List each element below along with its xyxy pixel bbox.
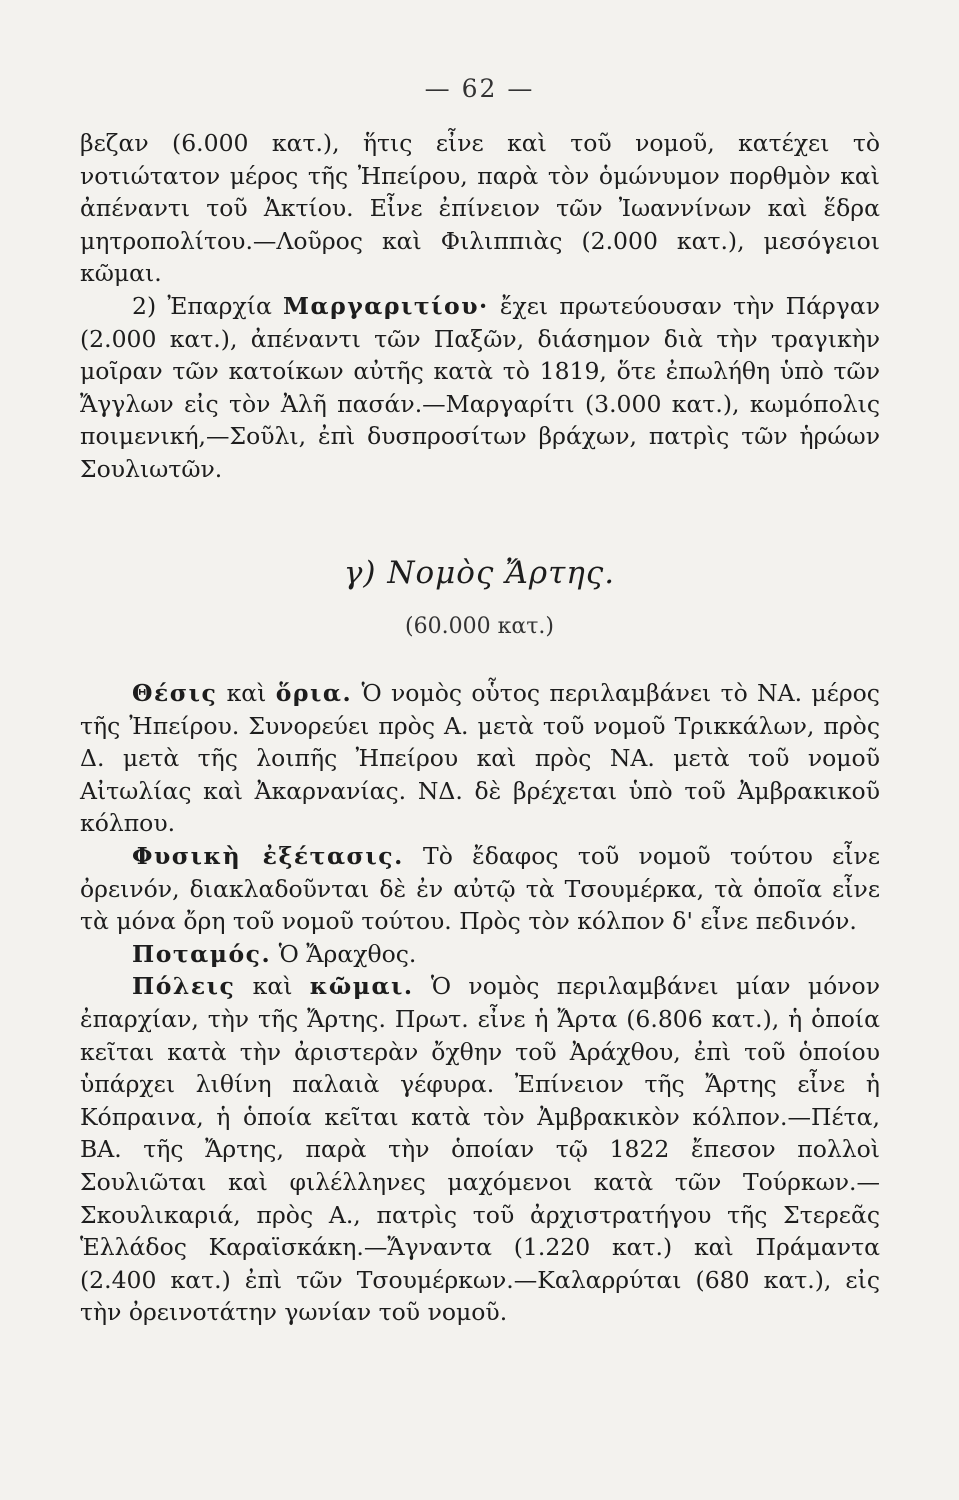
- paragraph-bold-term: Θέσις: [132, 679, 218, 707]
- section-title: γ) Νομὸς Ἄρτης.: [343, 555, 616, 591]
- paragraph-text: Ὁ νομὸς οὗτος περιλαμβάνει τὸ ΝΑ. μέρος τῆς Ἠπείρου. Συνορεύει πρὸς Α. μετὰ τοῦ νομοῦ Τρικκάλων, πρὸς Δ. μετὰ τῆς λοιπῆς Ἠπείρου καὶ πρὸς ΝΑ. μετὰ τοῦ νομοῦ Αἰτωλίας καὶ Ἀκαρνανίας. ΝΔ. δὲ βρέχεται ὑπὸ τοῦ Ἀμβρακικοῦ κόλπου.: [80, 679, 880, 838]
- paragraph-eparchy-margariti: [80, 290, 880, 486]
- paragraph-text: ἔχει πρωτεύουσαν τὴν Πάργαν (2.000 κατ.), ἀπέναντι τῶν Παξῶν, διάσημον διὰ τὴν τραγικὴν μοῖραν τῶν κατοίκων αὐτῆς κατὰ τὸ 1819, ὅτε ἐπωλήθη ὑπὸ τῶν Ἄγγλων εἰς τὸν Ἀλῆ πασάν.—Μαργαρίτι (3.000 κατ.), κωμόπολις ποιμενική,—Σοῦλι, ἐπὶ δυσπροσίτων βράχων, πατρὶς τῶν ἡρώων Σουλιωτῶν.: [80, 291, 880, 483]
- section-population: (60.000 κατ.): [405, 614, 554, 639]
- top-text-block: [80, 127, 880, 486]
- paragraph-bold-term: ὅρια.: [275, 679, 353, 707]
- page-number: — 62 —: [424, 74, 535, 103]
- paragraph-physical-examination: [80, 840, 880, 938]
- paragraph-bold-term: κῶμαι.: [309, 972, 414, 1001]
- paragraph-text: Τὸ ἔδαφος τοῦ νομοῦ τούτου εἶνε ὀρεινόν, διακλαδοῦνται δὲ ἐν αὐτῷ τὰ Τσουμέρκα, τὰ ὁποῖα εἶνε τὰ μόνα ὄρη τοῦ νομοῦ τούτου. Πρὸς τὸν κόλπον δ' εἶνε πεδινόν.: [80, 841, 880, 936]
- paragraph-text: Ὁ νομὸς περιλαμβάνει μίαν μόνον ἐπαρχίαν, τὴν τῆς Ἄρτης. Πρωτ. εἶνε ἡ Ἄρτα (6.806 κατ.), ἡ ὁποία κεῖται κατὰ τὴν ἀριστερὰν ὄχθην τοῦ Ἀράχθου, ἐπὶ τοῦ ὁποίου ὑπάρχει λιθίνη παλαιὰ γέφυρα. Ἐπίνειον τῆς Ἄρτης εἶνε ἡ Κόπραινα, ἡ ὁποία κεῖται κατὰ τὸν Ἀμβρακικὸν κόλπον.—Πέτα, ΒΑ. τῆς Ἄρτης, παρὰ τὴν ὁποίαν τῷ 1822 ἔπεσον πολλοὶ Σουλιῶται καὶ φιλέλληνες μαχόμενοι κατὰ τῶν Τούρκων.—Σκουλικαριά, πρὸς Α., πατρὶς τοῦ ἀρχιστρατήγου τῆς Στερεᾶς Ἑλλάδος Καραϊσκάκη.—Ἄγναντα (1.220 κατ.) καὶ Πράμαντα (2.400 κατ.) ἐπὶ τῶν Τσουμέρκων.—Καλαρρύται (680 κατ.), εἰς τὴν ὀρεινοτάτην γωνίαν τοῦ νομοῦ.: [80, 972, 880, 1327]
- paragraph-continuation: βεζαν (6.000 κατ.), ἥτις εἶνε καὶ τοῦ νομοῦ, κατέχει τὸ νοτιώτατον μέρος τῆς Ἠπείρου, παρὰ τὸν ὁμώνυμον πορθμὸν καὶ ἀπέναντι τοῦ Ἀκτίου. Εἶνε ἐπίνειον τῶν Ἰωαννίνων καὶ ἕδρα μητροπολίτου.—Λοῦρος καὶ Φιλιππιὰς (2.000 κατ.), μεσόγειοι κῶμαι.: [80, 129, 880, 288]
- paragraph-bold-term: Πόλεις: [132, 972, 236, 1001]
- paragraph-text: καὶ: [252, 972, 293, 1001]
- paragraph-cities-villages: [80, 970, 880, 1329]
- paragraph-bold-term: Φυσικὴ ἐξέτασις.: [132, 841, 404, 870]
- body-text-block: [80, 677, 880, 1329]
- paragraph-lead: 2) Ἐπαρχία: [132, 291, 272, 320]
- paragraph-text: καὶ: [226, 679, 267, 707]
- paragraph-river: [80, 938, 880, 971]
- paragraph-position-borders: [80, 677, 880, 840]
- paragraph-text: Ὁ Ἄραχθος.: [278, 939, 417, 968]
- paragraph-bold-term: Ποταμός.: [132, 939, 272, 968]
- paragraph-bold-term: Μαργαριτίου·: [283, 291, 489, 320]
